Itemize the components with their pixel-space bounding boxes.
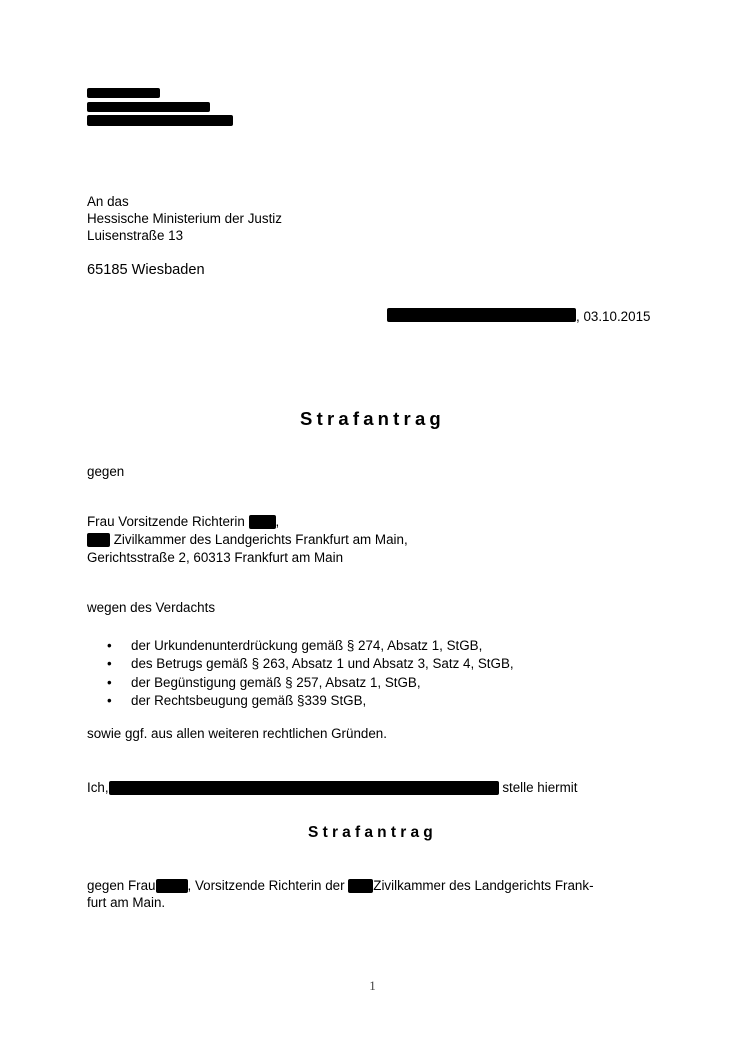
charge-item: • der Rechtsbeugung gemäß §339 StGB, [107, 692, 514, 710]
ich-line [87, 779, 577, 797]
redacted-sender-street [87, 102, 210, 112]
redacted-applicant-name [109, 781, 499, 795]
redacted-chamber-number-2 [348, 879, 373, 893]
page-number: 1 [369, 978, 376, 993]
ich-end: stelle hiermit [498, 780, 578, 795]
final-l1c: Zivilkammer des Landgerichts Frank- [373, 878, 594, 893]
document-title: Strafantrag [300, 408, 445, 429]
letter-date: , 03.10.2015 [576, 309, 651, 324]
charge-item: • des Betrugs gemäß § 263, Absatz 1 und Absatz 3, Satz 4, StGB, [107, 655, 514, 673]
redacted-judge-name [249, 515, 276, 529]
gegen-label: gegen [87, 464, 125, 479]
accused-title: Frau Vorsitzende Richterin [87, 514, 249, 529]
final-l1a: gegen Frau [87, 878, 156, 893]
accused-chamber: Zivilkammer des Landgerichts Frankfurt am Main, [110, 532, 408, 547]
redacted-judge-name-2 [156, 879, 188, 893]
final-line2: furt am Main. [87, 895, 166, 910]
sowie-line: sowie ggf. aus allen weiteren rechtlichen Gründen. [87, 726, 387, 741]
accused-comma: , [275, 514, 280, 529]
recipient-line2: Hessische Ministerium der Justiz [87, 211, 282, 226]
charge-item: • der Begünstigung gemäß § 257, Absatz 1, StGB, [107, 674, 514, 692]
charge-item: • der Urkundenunterdrückung gemäß § 274, Absatz 1, StGB, [107, 637, 514, 655]
redacted-chamber-number [87, 533, 110, 547]
accused-line1 [87, 513, 279, 531]
final-line1 [87, 877, 594, 895]
recipient-line1: An das [87, 194, 129, 209]
redacted-place [387, 308, 576, 322]
verdacht-intro: wegen des Verdachts [87, 600, 216, 615]
document-title-2: Strafantrag [308, 824, 437, 841]
recipient-city: 65185 Wiesbaden [87, 262, 205, 278]
redacted-sender-name [87, 88, 160, 98]
redacted-sender-city [87, 115, 233, 126]
recipient-line3: Luisenstraße 13 [87, 228, 184, 243]
final-l1b: , Vorsitzende Richterin der [187, 878, 349, 893]
charges-list [107, 637, 514, 710]
ich-label: Ich, [87, 780, 109, 795]
accused-line3: Gerichtsstraße 2, 60313 Frankfurt am Main [87, 550, 344, 565]
accused-line2 [87, 531, 408, 549]
